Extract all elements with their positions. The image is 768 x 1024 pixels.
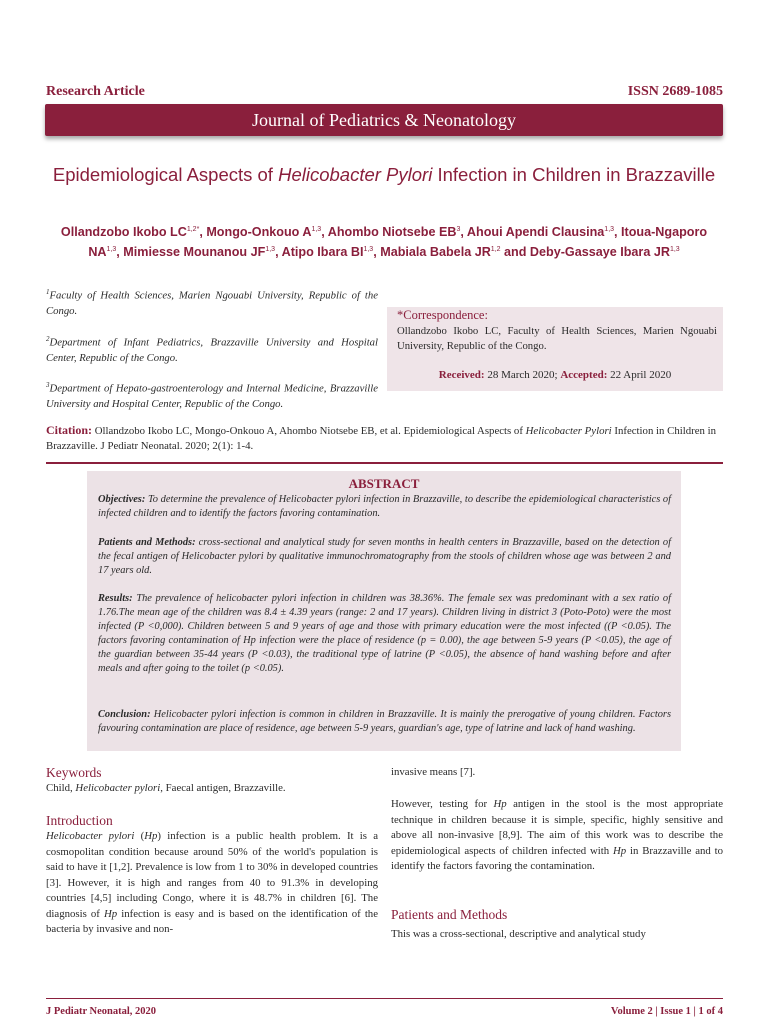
correspondence-title: *Correspondence:: [397, 308, 488, 322]
introduction-heading: Introduction: [46, 813, 113, 828]
footer-journal: J Pediatr Neonatal, 2020: [46, 1006, 157, 1017]
divider: [46, 462, 723, 464]
author: Mabiala Babela JR$^{1,2}$ and: [380, 245, 530, 260]
article-type: Research Article: [46, 84, 145, 99]
abstract-conclusion: Conclusion: Helicobacter pylori infection is common in children in Brazzaville. It is mainly the prerogative of young children. Factors favouring contamination are place of residence, age between 5-9 years, guardian's age, type of latrine and lack of hand washing.: [98, 709, 671, 734]
journal-banner: Journal of Pediatrics & Neonatology: [45, 104, 723, 136]
keywords-text: Child, Helicobacter pylori, Faecal antigen, Brazzaville.: [46, 782, 286, 794]
issn: ISSN 2689-1085: [627, 84, 723, 99]
author: Deby-Gassaye Ibara JR$^{1,3}$: [529, 245, 680, 260]
author-list: [46, 221, 722, 261]
methods-text: This was a cross-sectional, descriptive and analytical study: [391, 928, 646, 940]
author: Itoua-Ngaporo NA$^{1,3}$,: [88, 225, 708, 260]
author: Mongo-Onkouo A$^{1,3}$,: [206, 225, 328, 240]
abstract-objectives: Objectives: To determine the prevalence of Helicobacter pylori infection in Brazzaville, to describe the epidemiological characteristics of infected children and to identify the factors favoring contamination.: [98, 494, 671, 519]
affiliation-3: $^3$Department of Hepato-gastroenterology and Internal Medicine, Brazzaville University and Hospital Center, Republic of the Congo.: [46, 381, 378, 410]
abstract-methods: Patients and Methods: cross-sectional and analytical study for seven months in health centers in Brazzaville, based on the detection of the fecal antigen of Helicobacter pylori by qualitative immunochromatography from the stools of children whose age was between 2 and 17 years old.: [98, 537, 671, 576]
affiliation-1: $^1$Faculty of Health Sciences, Marien Ngouabi University, Republic of the Congo.: [46, 288, 378, 317]
abstract-title: ABSTRACT: [348, 476, 420, 491]
abstract-results: Results: The prevalence of helicobacter pylori infection in children was 38.36%. The female sex was predominant with a sex ratio of 1.76.The mean age of the children was 8.4 ± 4.39 years (range: 2 and 17 years). Children living in district 3 (Poto-Poto) were the most infected (P <0,000). Children between 5 and 9 years of age and those with primary education were the most infected ((P <0.05). The factors favoring contamination of Hp infection were the place of residence (p = 0.00), the age between 5-9 years (P <0.05), the age of the guardian between 35-44 years (P <0.03), the traditional type of latrine (P <0.05), the absence of hand washing before and after meals and after going to the toilet (p <0.05).: [98, 593, 671, 674]
author: Atipo Ibara BI$^{1,3}$,: [281, 245, 381, 260]
footer-divider: [46, 998, 723, 999]
author: Ahombo Niotsebe $EB^3$,: [327, 225, 467, 240]
author: Ahoui Apendi Clausina$^{1,3}$,: [466, 225, 622, 240]
right-col-continuation: invasive means [7].: [391, 766, 476, 778]
author: Mimiesse Mounanou JF$^{1,3}$,: [123, 245, 282, 260]
author: Ollandzobo Ikobo $LC^{1,2*}$,: [60, 225, 207, 240]
footer-page-info: Volume 2 | Issue 1 | 1 of 4: [610, 1006, 723, 1017]
citation: Citation: Ollandzobo Ikobo LC, Mongo-Onkouo A, Ahombo Niotsebe EB, et al. Epidemiological Aspects of Helicobacter Pylori Infection in Children in Brazzaville. J Pediatr Neonatal. 2020; 2(1): 1-4.: [46, 423, 717, 452]
affiliation-2: $^2$Department of Infant Pediatrics, Brazzaville University and Hospital Center, Republic of the Congo.: [46, 335, 378, 364]
keywords-heading: Keywords: [46, 765, 102, 780]
introduction-text: Helicobacter pylori (Hp) infection is a public health problem. It is a cosmopolitan condition because around 50% of the world's population is said to have it [1,2]. Prevalence is low from 1 to 30% in developed countries [3]. However, it is high and ranges from 40 to 91.3% in developing countries [4,5] including Congo, where it is 48.7% in children [6]. The diagnosis of Hp infection is easy and is based on the identification of the bacteria by invasive and non-: [46, 830, 379, 935]
correspondence-text: Ollandzobo Ikobo LC, Faculty of Health Sciences, Marien Ngouabi University, Republic of the Congo.: [397, 325, 717, 352]
article-title: Epidemiological Aspects of Helicobacter Pylori Infection in Children in Brazzaville: [52, 164, 716, 185]
right-col-paragraph: However, testing for Hp antigen in the stool is the most appropriate technique in children because it is simple, specific, highly sensitive and above all non-invasive [8,9]. The aim of this work was to describe the epidemiological aspects of children infected with Hp in Brazzaville and to identify the factors favoring the contamination.: [391, 798, 724, 872]
received-accepted-dates: Received: 28 March 2020; Accepted: 22 April 2020: [438, 369, 672, 381]
methods-heading: Patients and Methods: [391, 907, 508, 922]
